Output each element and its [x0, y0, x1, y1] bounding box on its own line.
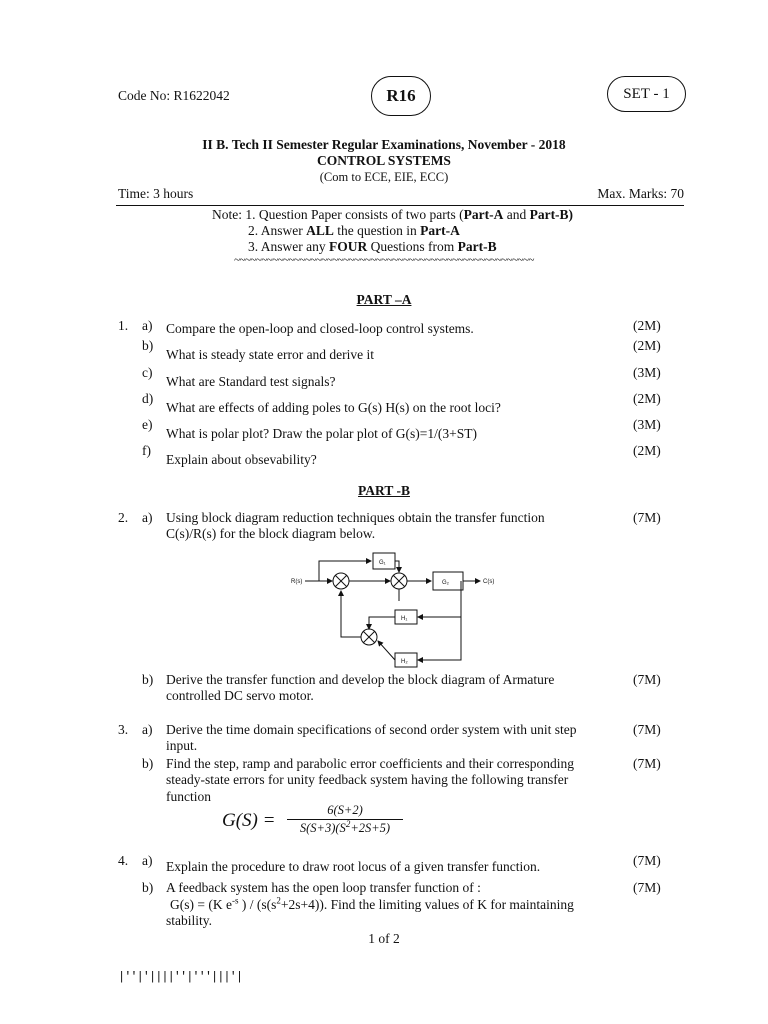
q1-item-text: What are effects of adding poles to G(s) H(s) on the root loci? — [166, 400, 501, 415]
q3a-line1: Derive the time domain specifications of second order system with unit step — [166, 722, 577, 737]
regulation-badge — [371, 76, 431, 116]
q3b-label: b) — [142, 756, 154, 771]
feedback-to-sum1-line — [341, 591, 361, 637]
q1-item-text: Compare the open-loop and closed-loop control systems. — [166, 321, 474, 336]
q1-item-text: What is polar plot? Draw the polar plot of G(s)=1/(3+ST) — [166, 426, 478, 441]
q2a-label: a) — [142, 510, 153, 525]
r-label: R(s) — [291, 579, 303, 585]
q1-item-marks: (3M) — [633, 417, 661, 432]
code-number: Code No: R1622042 — [118, 88, 230, 103]
exam-title: II B. Tech II Semester Regular Examinations, November - 2018 — [202, 137, 566, 152]
q1-item-marks: (2M) — [633, 318, 661, 333]
q2b-label: b) — [142, 672, 154, 687]
q3b-line1: Find the step, ramp and parabolic error coefficients and their corresponding — [166, 756, 574, 771]
h1-label: H₁ — [401, 616, 408, 622]
note-2: 2. Answer ALL the question in Part-A — [248, 223, 460, 238]
part-b-heading: PART -B — [358, 483, 410, 498]
question-3-number: 3. — [118, 722, 129, 737]
note-3: 3. Answer any FOUR Questions from Part-B — [248, 239, 497, 254]
q1-item-text: What is steady state error and derive it — [166, 347, 375, 362]
q3b-line2: steady-state errors for unity feedback system having the following transfer — [166, 772, 569, 787]
q4b-line2: G(s) = (K $e^{-s}$ ) / $(s(s^2+2s+4))$. Find the limiting values of K for maintaining — [170, 895, 574, 912]
q2b-line1: Derive the transfer function and develop the block diagram of Armature — [166, 672, 555, 687]
note-1: Note: 1. Question Paper consists of two parts (Part-A and Part-B) — [212, 207, 574, 222]
q3a-marks: (7M) — [633, 722, 661, 737]
g1-label: G₁ — [379, 560, 386, 566]
q4b-line3: stability. — [166, 913, 212, 928]
g2-label: G₂ — [442, 580, 449, 586]
q3a-label: a) — [142, 722, 153, 737]
q2b-line2: controlled DC servo motor. — [166, 688, 314, 703]
time-allowed: Time: 3 hours — [118, 186, 194, 201]
max-marks: Max. Marks: 70 — [597, 186, 684, 201]
q3b-line3: function — [166, 789, 211, 804]
q2b-marks: (7M) — [633, 672, 661, 687]
q1-item-label: e) — [142, 417, 153, 432]
formula-denominator: $S(S+3)(S^2+2S+5)$ — [299, 818, 391, 835]
subject-title: CONTROL SYSTEMS — [317, 153, 451, 168]
q2a-line2: C(s)/R(s) for the block diagram below. — [166, 526, 376, 541]
q4a-marks: (7M) — [633, 853, 661, 868]
q1-item-marks: (2M) — [633, 338, 661, 353]
q4b-label: b) — [142, 880, 154, 895]
h2-label: H₂ — [401, 659, 408, 665]
q4a-text: Explain the procedure to draw root locus of a given transfer function. — [166, 859, 541, 874]
formula-fraction — [287, 803, 403, 836]
q4b-marks: (7M) — [633, 880, 661, 895]
q1-item-text: Explain about obsevability? — [166, 452, 317, 467]
q1-item-label: d) — [142, 391, 154, 406]
block-diagram — [285, 545, 515, 677]
q4a-label: a) — [142, 853, 153, 868]
part-a-heading: PART –A — [356, 292, 412, 307]
question-2-number: 2. — [118, 510, 129, 525]
q3b-marks: (7M) — [633, 756, 661, 771]
h2-input-line — [418, 617, 461, 660]
regulation-text: R16 — [386, 86, 416, 105]
q3a-line2: input. — [166, 738, 198, 753]
tilde-separator: ~~~~~~~~~~~~~~~~~~~~~~~~~~~~~~~~~~~~~~~~~~~~~~~~~~~~~~~ — [234, 254, 534, 266]
formula-numerator: 6(S+2) — [327, 803, 363, 817]
page-number: 1 of 2 — [368, 931, 400, 946]
formula-lhs: G(S) = — [222, 810, 276, 831]
set-badge — [607, 76, 686, 112]
question-4-number: 4. — [118, 853, 129, 868]
barcode-text: |''|'||||''|'''|||'| — [118, 970, 243, 984]
q2a-line1: Using block diagram reduction techniques obtain the transfer function — [166, 510, 545, 525]
set-text: SET - 1 — [623, 85, 670, 102]
feedforward-line — [319, 561, 371, 581]
header-rule — [116, 205, 684, 206]
q1-item-marks: (2M) — [633, 443, 661, 458]
branches: (Com to ECE, EIE, ECC) — [319, 170, 449, 184]
question-1-number: 1. — [118, 318, 129, 333]
g1-output-line — [395, 561, 399, 572]
q1-item-marks: (3M) — [633, 365, 661, 380]
q1-item-label: f) — [142, 443, 151, 458]
q1-item-label: a) — [142, 318, 153, 333]
q1-item-label: c) — [142, 365, 153, 380]
c-label: C(s) — [483, 579, 495, 585]
q1-item-marks: (2M) — [633, 391, 661, 406]
q4b-line1: A feedback system has the open loop transfer function of : — [166, 880, 481, 895]
h2-output-line — [378, 641, 395, 660]
q1-item-label: b) — [142, 338, 154, 353]
q1-item-text: What are Standard test signals? — [166, 374, 336, 389]
h1-output-line — [369, 617, 395, 629]
q2a-marks: (7M) — [633, 510, 661, 525]
